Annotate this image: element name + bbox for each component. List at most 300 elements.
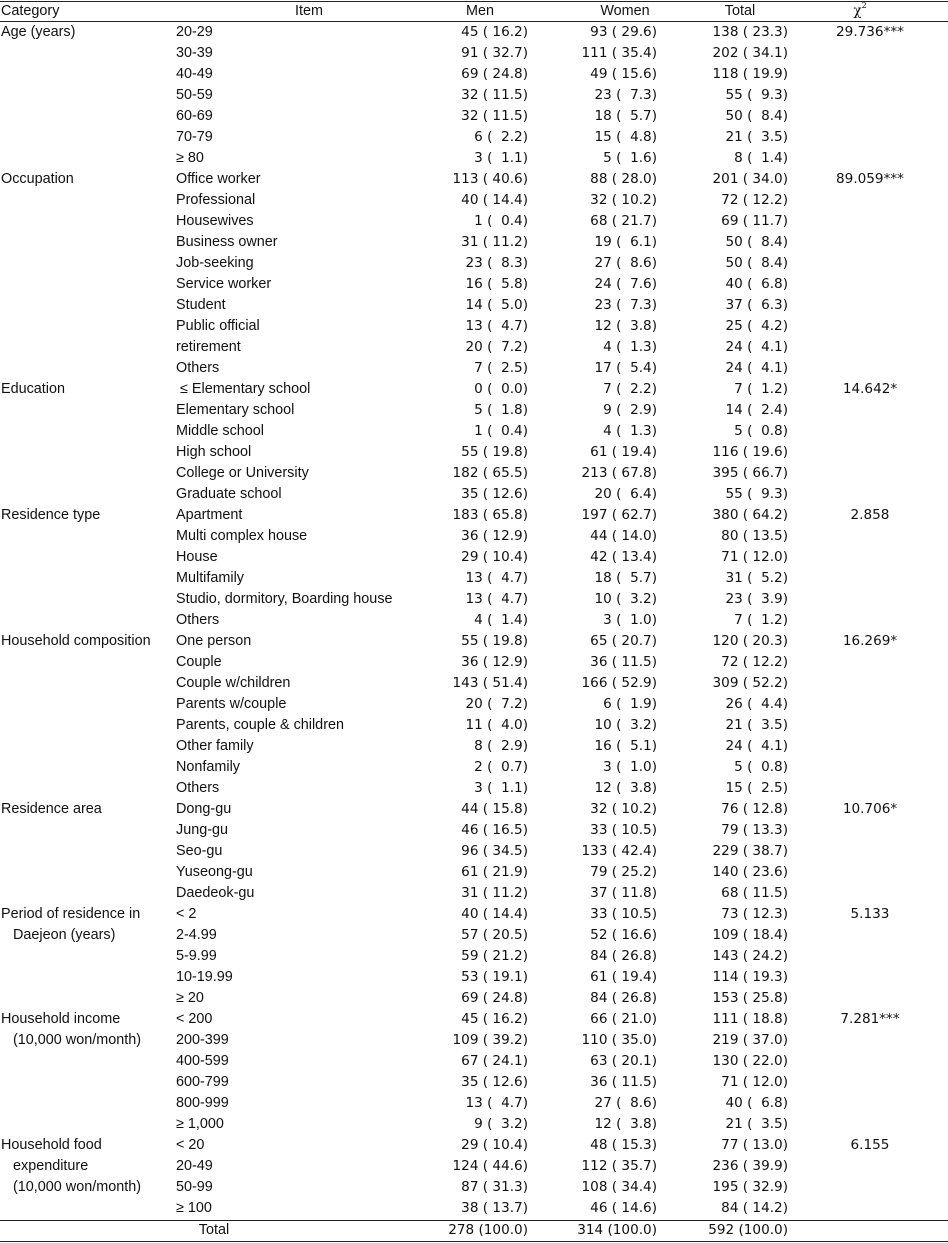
category-cell: Daejeon (years) — [13, 927, 116, 943]
women-cell: 18 ( 5.7) — [590, 108, 657, 124]
chi-square-cell — [800, 526, 940, 547]
table-row — [0, 715, 948, 736]
category-cell — [1, 883, 171, 904]
category-cell — [1, 967, 171, 988]
category-cell — [1, 778, 171, 799]
category-cell — [1, 484, 171, 505]
men-cell: 40 ( 14.4) — [456, 192, 528, 208]
total-cell: 26 ( 4.4) — [721, 696, 788, 712]
chi-square-cell: 10.706* — [842, 801, 898, 817]
women-cell: 3 ( 1.0) — [594, 759, 657, 775]
chi-square-cell — [800, 85, 940, 106]
category-cell — [1, 190, 171, 211]
table-row — [0, 1198, 948, 1219]
women-cell: 213 ( 67.8) — [581, 465, 657, 481]
category-cell — [1, 400, 171, 421]
table-row — [0, 442, 948, 463]
header-women: Women — [600, 3, 650, 19]
chi-square-cell — [800, 211, 940, 232]
women-cell: 19 ( 6.1) — [590, 234, 657, 250]
header-item: Item — [295, 3, 323, 19]
women-cell: 17 ( 5.4) — [590, 360, 657, 376]
chi-square-cell — [800, 820, 940, 841]
item-cell: Student — [176, 297, 226, 313]
women-cell: 36 ( 11.5) — [585, 654, 657, 670]
total-cell: 76 ( 12.8) — [716, 801, 788, 817]
chi-square-cell — [800, 148, 940, 169]
category-cell — [1, 358, 171, 379]
chi-square-cell: 7.281*** — [840, 1011, 900, 1027]
table-row — [0, 547, 948, 568]
chi-square-cell: 6.155 — [850, 1137, 890, 1153]
men-cell: 183 ( 65.8) — [452, 507, 528, 523]
women-cell: 46 ( 14.6) — [585, 1200, 657, 1216]
men-cell: 55 ( 19.8) — [456, 633, 528, 649]
women-cell: 3 ( 1.0) — [594, 612, 657, 628]
item-cell: House — [176, 549, 218, 565]
men-cell: 61 ( 21.9) — [456, 864, 528, 880]
table-row — [0, 1051, 948, 1072]
total-cell: 84 ( 14.2) — [716, 1200, 788, 1216]
total-cell: 68 ( 11.5) — [716, 885, 788, 901]
men-cell: 29 ( 10.4) — [456, 1137, 528, 1153]
item-cell: High school — [176, 444, 252, 460]
chi-square-cell — [800, 1093, 940, 1114]
category-cell — [1, 673, 171, 694]
item-cell: 800-999 — [176, 1095, 229, 1111]
chi-square-cell — [800, 610, 940, 631]
chi-square-cell — [800, 652, 940, 673]
men-cell: 23 ( 8.3) — [461, 255, 528, 271]
category-cell — [1, 442, 171, 463]
men-cell: 35 ( 12.6) — [456, 486, 528, 502]
table-row — [0, 568, 948, 589]
item-cell: 600-799 — [176, 1074, 229, 1090]
chi-square-cell: 16.269* — [842, 633, 898, 649]
women-cell: 110 ( 35.0) — [581, 1032, 657, 1048]
category-cell — [1, 253, 171, 274]
category-cell — [1, 1093, 171, 1114]
chi-square-cell — [800, 64, 940, 85]
chi-square-cell — [800, 1030, 940, 1051]
total-cell: 24 ( 4.1) — [721, 738, 788, 754]
men-cell: 143 ( 51.4) — [452, 675, 528, 691]
total-cell: 72 ( 12.2) — [716, 192, 788, 208]
item-cell: Housewives — [176, 213, 254, 229]
men-cell: 36 ( 12.9) — [456, 654, 528, 670]
category-cell — [1, 106, 171, 127]
women-cell: 12 ( 3.8) — [590, 780, 657, 796]
women-cell: 44 ( 14.0) — [585, 528, 657, 544]
chi-symbol: χ — [853, 3, 862, 19]
category-cell: (10,000 won/month) — [13, 1032, 141, 1048]
category-cell — [1, 946, 171, 967]
women-cell: 27 ( 8.6) — [590, 255, 657, 271]
chi-square-cell — [800, 967, 940, 988]
women-cell: 37 ( 11.8) — [585, 885, 657, 901]
men-cell: 9 ( 3.2) — [465, 1116, 528, 1132]
total-cell: 71 ( 12.0) — [716, 1074, 788, 1090]
category-cell: Household food — [1, 1137, 102, 1153]
table-row — [0, 169, 948, 190]
women-cell: 33 ( 10.5) — [585, 906, 657, 922]
table-row — [0, 1093, 948, 1114]
women-cell: 61 ( 19.4) — [585, 444, 657, 460]
item-cell: Others — [176, 360, 220, 376]
item-cell: 5-9.99 — [176, 948, 217, 964]
men-cell: 59 ( 21.2) — [456, 948, 528, 964]
total-cell: 140 ( 23.6) — [712, 864, 788, 880]
table-row — [0, 799, 948, 820]
total-cell: 21 ( 3.5) — [721, 1116, 788, 1132]
total-cell: 7 ( 1.2) — [725, 381, 788, 397]
category-cell: Education — [1, 381, 66, 397]
women-cell: 24 ( 7.6) — [590, 276, 657, 292]
item-cell: Multi complex house — [176, 528, 308, 544]
category-cell — [1, 589, 171, 610]
category-cell — [1, 988, 171, 1009]
total-cell: 21 ( 3.5) — [721, 717, 788, 733]
men-cell: 20 ( 7.2) — [461, 339, 528, 355]
women-cell: 68 ( 21.7) — [585, 213, 657, 229]
chi-square-cell — [800, 43, 940, 64]
total-cell: 8 ( 1.4) — [725, 150, 788, 166]
table-row — [0, 43, 948, 64]
men-cell: 38 ( 13.7) — [456, 1200, 528, 1216]
men-cell: 1 ( 0.4) — [465, 213, 528, 229]
women-cell: 15 ( 4.8) — [590, 129, 657, 145]
women-cell: 93 ( 29.6) — [585, 24, 657, 40]
category-cell: expenditure — [13, 1158, 89, 1174]
men-cell: 124 ( 44.6) — [452, 1158, 528, 1174]
total-cell: 24 ( 4.1) — [721, 360, 788, 376]
men-cell: 57 ( 20.5) — [456, 927, 528, 943]
men-cell: 0 ( 0.0) — [465, 381, 528, 397]
chi-square-cell — [800, 1198, 940, 1219]
total-cell: 14 ( 2.4) — [721, 402, 788, 418]
men-cell: 91 ( 32.7) — [456, 45, 528, 61]
item-cell: Graduate school — [176, 486, 282, 502]
men-cell: 113 ( 40.6) — [452, 171, 528, 187]
item-cell: Business owner — [176, 234, 278, 250]
category-cell — [1, 1198, 171, 1219]
chi-square-cell — [800, 778, 940, 799]
total-cell: 25 ( 4.2) — [721, 318, 788, 334]
chi-square-cell — [800, 232, 940, 253]
men-cell: 11 ( 4.0) — [461, 717, 528, 733]
table-row — [0, 1177, 948, 1198]
item-cell: 200-399 — [176, 1032, 229, 1048]
item-cell: 20-29 — [176, 24, 213, 40]
women-cell: 4 ( 1.3) — [594, 423, 657, 439]
total-cell: 50 ( 8.4) — [721, 255, 788, 271]
table-row — [0, 295, 948, 316]
women-cell: 27 ( 8.6) — [590, 1095, 657, 1111]
category-cell — [1, 43, 171, 64]
table-row — [0, 106, 948, 127]
table-header — [0, 1, 948, 22]
category-cell — [1, 211, 171, 232]
women-cell: 84 ( 26.8) — [585, 948, 657, 964]
chi-square-cell — [800, 736, 940, 757]
men-cell: 13 ( 4.7) — [461, 570, 528, 586]
chi-square-cell — [800, 400, 940, 421]
women-cell: 7 ( 2.2) — [594, 381, 657, 397]
total-cell: 15 ( 2.5) — [721, 780, 788, 796]
chi-square-cell: 2.858 — [850, 507, 890, 523]
men-cell: 96 ( 34.5) — [456, 843, 528, 859]
total-cell: 24 ( 4.1) — [721, 339, 788, 355]
women-cell: 23 ( 7.3) — [590, 87, 657, 103]
men-cell: 69 ( 24.8) — [456, 990, 528, 1006]
item-cell: Couple w/children — [176, 675, 291, 691]
item-cell: 50-99 — [176, 1179, 213, 1195]
men-cell: 53 ( 19.1) — [456, 969, 528, 985]
table-row — [0, 589, 948, 610]
chi-square-cell: 5.133 — [850, 906, 890, 922]
item-cell: Yuseong-gu — [176, 864, 253, 880]
women-cell: 133 ( 42.4) — [581, 843, 657, 859]
category-cell — [1, 568, 171, 589]
men-cell: 40 ( 14.4) — [456, 906, 528, 922]
chi-square-cell — [800, 988, 940, 1009]
category-cell — [1, 1072, 171, 1093]
item-cell: Daedeok-gu — [176, 885, 255, 901]
item-cell: ≥ 100 — [176, 1200, 212, 1216]
men-cell: 3 ( 1.1) — [465, 150, 528, 166]
table-row — [0, 778, 948, 799]
women-cell: 66 ( 21.0) — [585, 1011, 657, 1027]
item-cell: Professional — [176, 192, 256, 208]
table-row — [0, 526, 948, 547]
men-cell: 20 ( 7.2) — [461, 696, 528, 712]
header-men: Men — [466, 3, 494, 19]
men-cell: 44 ( 15.8) — [456, 801, 528, 817]
item-cell: Jung-gu — [176, 822, 229, 838]
chi-square-cell — [800, 1177, 940, 1198]
table-row — [0, 316, 948, 337]
men-cell: 55 ( 19.8) — [456, 444, 528, 460]
table-row — [0, 967, 948, 988]
total-cell: 395 ( 66.7) — [712, 465, 788, 481]
table-row — [0, 211, 948, 232]
men-cell: 8 ( 2.9) — [465, 738, 528, 754]
total-cell: 111 ( 18.8) — [712, 1011, 788, 1027]
category-cell — [1, 421, 171, 442]
men-cell: 14 ( 5.0) — [461, 297, 528, 313]
men-cell: 31 ( 11.2) — [456, 234, 528, 250]
men-cell: 3 ( 1.1) — [465, 780, 528, 796]
table-row — [0, 1135, 948, 1156]
category-cell — [1, 316, 171, 337]
header-category: Category — [1, 3, 60, 19]
item-cell: Apartment — [176, 507, 243, 523]
men-cell: 36 ( 12.9) — [456, 528, 528, 544]
men-cell: 35 ( 12.6) — [456, 1074, 528, 1090]
chi-square-cell — [800, 274, 940, 295]
table-row — [0, 820, 948, 841]
women-cell: 5 ( 1.6) — [594, 150, 657, 166]
men-cell: 13 ( 4.7) — [461, 318, 528, 334]
men-cell: 32 ( 11.5) — [456, 108, 528, 124]
total-cell: 5 ( 0.8) — [725, 423, 788, 439]
men-cell: 29 ( 10.4) — [456, 549, 528, 565]
total-cell: 138 ( 23.3) — [712, 24, 788, 40]
women-cell: 61 ( 19.4) — [585, 969, 657, 985]
total-label: Total — [198, 1222, 230, 1238]
chi-square-cell — [800, 1156, 940, 1177]
women-cell: 12 ( 3.8) — [590, 318, 657, 334]
men-cell: 7 ( 2.5) — [465, 360, 528, 376]
category-cell — [1, 127, 171, 148]
item-cell: Multifamily — [176, 570, 244, 586]
table-row — [0, 379, 948, 400]
item-cell: < 2 — [176, 906, 197, 922]
item-cell: 400-599 — [176, 1053, 229, 1069]
table-row — [0, 253, 948, 274]
item-cell: ≤ Elementary school — [176, 381, 311, 397]
item-cell: < 200 — [176, 1011, 213, 1027]
total-cell: 31 ( 5.2) — [721, 570, 788, 586]
item-cell: Office worker — [176, 171, 261, 187]
item-cell: Parents w/couple — [176, 696, 287, 712]
table-row — [0, 358, 948, 379]
total-cell: 130 ( 22.0) — [712, 1053, 788, 1069]
total-cell: 195 ( 32.9) — [712, 1179, 788, 1195]
total-cell: 118 ( 19.9) — [712, 66, 788, 82]
chi-square-cell — [800, 253, 940, 274]
table-row — [0, 463, 948, 484]
women-cell: 166 ( 52.9) — [581, 675, 657, 691]
item-cell: Service worker — [176, 276, 272, 292]
women-cell: 79 ( 25.2) — [585, 864, 657, 880]
chi-square-cell — [800, 190, 940, 211]
chi-square-cell — [800, 673, 940, 694]
category-cell: Residence type — [1, 507, 101, 523]
total-cell: 23 ( 3.9) — [721, 591, 788, 607]
men-cell: 2 ( 0.7) — [465, 759, 528, 775]
category-cell — [1, 862, 171, 883]
table-row — [0, 1072, 948, 1093]
women-cell: 84 ( 26.8) — [585, 990, 657, 1006]
women-cell: 48 ( 15.3) — [585, 1137, 657, 1153]
total-cell: 69 ( 11.7) — [716, 213, 788, 229]
item-cell: Couple — [176, 654, 222, 670]
chi-square-cell: 29.736*** — [836, 24, 904, 40]
chi-square-cell: 14.642* — [842, 381, 898, 397]
total-cell: 380 ( 64.2) — [712, 507, 788, 523]
chi-square-cell — [800, 337, 940, 358]
total-cell: 202 ( 34.1) — [712, 45, 788, 61]
item-cell: 40-49 — [176, 66, 213, 82]
chi-square-cell — [800, 547, 940, 568]
header-total: Total — [724, 3, 756, 19]
women-cell: 88 ( 28.0) — [585, 171, 657, 187]
women-cell: 197 ( 62.7) — [581, 507, 657, 523]
women-cell: 10 ( 3.2) — [590, 717, 657, 733]
women-cell: 10 ( 3.2) — [590, 591, 657, 607]
chi-square-cell — [800, 316, 940, 337]
category-cell — [1, 652, 171, 673]
item-cell: Other family — [176, 738, 254, 754]
men-cell: 32 ( 11.5) — [456, 87, 528, 103]
category-cell — [1, 610, 171, 631]
item-cell: ≥ 80 — [176, 150, 204, 166]
women-cell: 112 ( 35.7) — [581, 1158, 657, 1174]
total-cell: 73 ( 12.3) — [716, 906, 788, 922]
chi-square-cell — [800, 925, 940, 946]
table-row — [0, 946, 948, 967]
category-cell — [1, 1051, 171, 1072]
table-row — [0, 862, 948, 883]
total-cell: 116 ( 19.6) — [712, 444, 788, 460]
women-cell: 18 ( 5.7) — [590, 570, 657, 586]
chi-square-cell — [800, 694, 940, 715]
category-cell: Residence area — [1, 801, 102, 817]
table-bottom-rule — [0, 1241, 948, 1242]
chi-square-cell — [800, 463, 940, 484]
total-cell: 114 ( 19.3) — [712, 969, 788, 985]
item-cell: Dong-gu — [176, 801, 232, 817]
women-cell: 33 ( 10.5) — [585, 822, 657, 838]
category-cell — [1, 148, 171, 169]
item-cell: Studio, dormitory, Boarding house — [176, 591, 393, 607]
table-row — [0, 505, 948, 526]
men-cell: 16 ( 5.8) — [461, 276, 528, 292]
header-chi-square — [820, 1, 900, 22]
women-cell: 52 ( 16.6) — [585, 927, 657, 943]
chi-square-cell — [800, 421, 940, 442]
category-cell: Household income — [1, 1011, 121, 1027]
table-row — [0, 148, 948, 169]
table-row — [0, 1009, 948, 1030]
total-cell: 5 ( 0.8) — [725, 759, 788, 775]
category-cell — [1, 694, 171, 715]
table-row — [0, 673, 948, 694]
men-cell: 87 ( 31.3) — [456, 1179, 528, 1195]
women-cell: 111 ( 35.4) — [581, 45, 657, 61]
item-cell: 20-49 — [176, 1158, 213, 1174]
table-row — [0, 22, 948, 43]
item-cell: Middle school — [176, 423, 264, 439]
item-cell: 30-39 — [176, 45, 213, 61]
total-cell: 77 ( 13.0) — [716, 1137, 788, 1153]
category-cell — [1, 337, 171, 358]
chi-square-cell — [800, 442, 940, 463]
chi-square-cell — [800, 358, 940, 379]
category-cell — [1, 526, 171, 547]
item-cell: 50-59 — [176, 87, 213, 103]
total-cell: 7 ( 1.2) — [725, 612, 788, 628]
total-cell: 71 ( 12.0) — [716, 549, 788, 565]
men-cell: 109 ( 39.2) — [452, 1032, 528, 1048]
table-row — [0, 484, 948, 505]
women-cell: 4 ( 1.3) — [594, 339, 657, 355]
men-cell: 13 ( 4.7) — [461, 1095, 528, 1111]
men-cell: 45 ( 16.2) — [456, 24, 528, 40]
chi-square-cell — [800, 589, 940, 610]
table-row — [0, 85, 948, 106]
women-cell: 12 ( 3.8) — [590, 1116, 657, 1132]
chi-square-cell — [800, 106, 940, 127]
category-cell — [1, 841, 171, 862]
category-cell: Period of residence in — [1, 906, 141, 922]
table-row — [0, 127, 948, 148]
total-cell: 55 ( 9.3) — [721, 486, 788, 502]
table-row — [0, 1156, 948, 1177]
chi-square-cell — [800, 1114, 940, 1135]
item-cell: < 20 — [176, 1137, 205, 1153]
